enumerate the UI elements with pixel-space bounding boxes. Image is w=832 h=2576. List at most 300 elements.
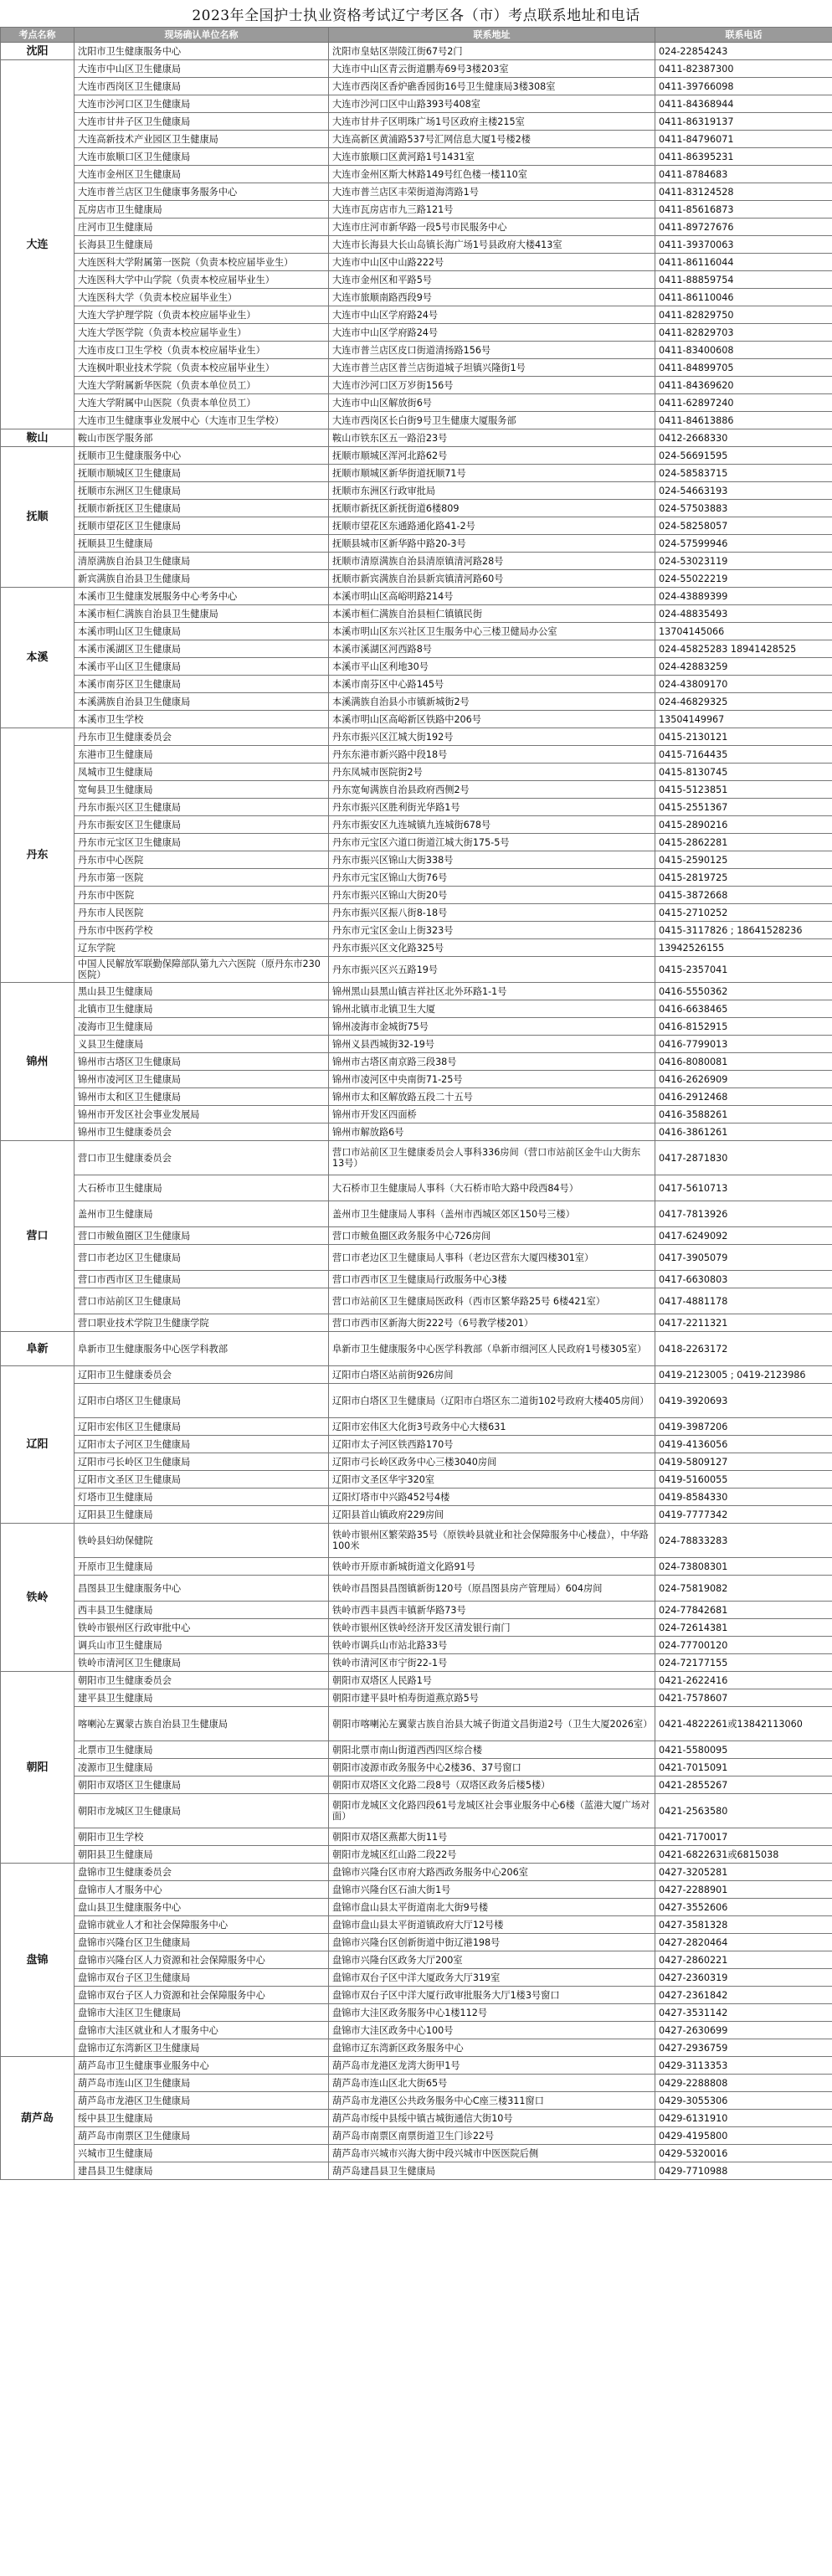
region-cell: 葫芦岛 [1, 2057, 74, 2180]
address-cell: 丹东市振兴区文化路325号 [329, 939, 655, 957]
table-row [1, 834, 832, 851]
address-cell: 辽阳市白塔区卫生健康局（辽阳市白塔区东二道街102号政府大楼405房间） [329, 1384, 655, 1418]
address-cell: 丹东市振安区九连城镇九连城街678号 [329, 816, 655, 834]
table-row [1, 957, 832, 983]
phone-cell: 024-77700120 [655, 1637, 832, 1654]
table-row [1, 728, 832, 746]
unit-cell: 葫芦岛市南票区卫生健康局 [74, 2127, 329, 2145]
phone-cell: 0421-2563580 [655, 1794, 832, 1828]
phone-cell: 0416-8152915 [655, 1018, 832, 1036]
address-cell: 朝阳市建平县叶柏寿街道燕京路5号 [329, 1689, 655, 1707]
phone-cell: 0415-2819725 [655, 869, 832, 887]
address-cell: 大连市长海县大长山岛镇长海广场1号县政府大楼413室 [329, 236, 655, 254]
phone-cell: 024-56691595 [655, 447, 832, 465]
table-row [1, 1201, 832, 1227]
table-row [1, 553, 832, 570]
phone-cell: 0411-89727676 [655, 219, 832, 236]
unit-cell: 辽阳市太子河区卫生健康局 [74, 1436, 329, 1453]
unit-cell: 本溪市南芬区卫生健康局 [74, 676, 329, 693]
table-row [1, 78, 832, 95]
table-row [1, 869, 832, 887]
phone-cell: 0411-83400608 [655, 342, 832, 359]
table-row [1, 1776, 832, 1794]
table-row [1, 746, 832, 764]
phone-cell: 0411-84368944 [655, 95, 832, 113]
table-body [1, 43, 832, 2180]
address-cell: 抚顺市新抚区新抚街道6楼809 [329, 500, 655, 517]
address-cell: 大连市西岗区长白街9号卫生健康大厦服务部 [329, 412, 655, 429]
unit-cell: 调兵山市卫生健康局 [74, 1637, 329, 1654]
table-row [1, 2075, 832, 2092]
unit-cell: 丹东市中心医院 [74, 851, 329, 869]
table-row [1, 236, 832, 254]
table-row [1, 2004, 832, 2022]
unit-cell: 营口市老边区卫生健康局 [74, 1245, 329, 1271]
unit-cell: 铁岭市银州区行政审批中心 [74, 1619, 329, 1637]
unit-cell: 庄河市卫生健康局 [74, 219, 329, 236]
phone-cell: 0411-39370063 [655, 236, 832, 254]
phone-cell: 13704145066 [655, 623, 832, 640]
address-cell: 丹东市元宝区金山上街323号 [329, 922, 655, 939]
table-row [1, 201, 832, 219]
phone-cell: 0429-6131910 [655, 2110, 832, 2127]
unit-cell: 辽阳市卫生健康委员会 [74, 1366, 329, 1384]
phone-cell: 0416-8080081 [655, 1053, 832, 1071]
address-cell: 辽阳市文圣区华宇320室 [329, 1471, 655, 1489]
region-cell: 鞍山 [1, 429, 74, 447]
unit-cell: 葫芦岛市连山区卫生健康局 [74, 2075, 329, 2092]
phone-cell: 0411-62897240 [655, 394, 832, 412]
table-row [1, 922, 832, 939]
address-cell: 葫芦岛市龙港区公共政务服务中心C座三楼311窗口 [329, 2092, 655, 2110]
address-cell: 抚顺市顺城区浑河北路62号 [329, 447, 655, 465]
address-cell: 本溪市溪湖区河西路8号 [329, 640, 655, 658]
address-cell: 大连市西岗区香炉礁香园街16号卫生健康局3楼308室 [329, 78, 655, 95]
address-cell: 大连市甘井子区明珠广场1号区政府主楼215室 [329, 113, 655, 131]
unit-cell: 西丰县卫生健康局 [74, 1602, 329, 1619]
table-row [1, 271, 832, 289]
address-cell: 丹东市振兴区锦山大街20号 [329, 887, 655, 904]
phone-cell: 0411-82829750 [655, 306, 832, 324]
table-row [1, 1489, 832, 1506]
phone-cell: 0411-86110046 [655, 289, 832, 306]
phone-cell: 0411-84369620 [655, 377, 832, 394]
unit-cell: 葫芦岛市龙港区卫生健康局 [74, 2092, 329, 2110]
region-cell: 辽阳 [1, 1366, 74, 1524]
phone-cell: 0415-2357041 [655, 957, 832, 983]
phone-cell: 0421-7578607 [655, 1689, 832, 1707]
address-cell: 抚顺市望花区东通路通化路41-2号 [329, 517, 655, 535]
phone-cell: 0411-85616873 [655, 201, 832, 219]
address-cell: 大连市普兰店区丰荣街道海湾路1号 [329, 183, 655, 201]
unit-cell: 朝阳市双塔区卫生健康局 [74, 1776, 329, 1794]
phone-cell: 0427-3205281 [655, 1864, 832, 1881]
unit-cell: 辽东学院 [74, 939, 329, 957]
phone-cell: 024-57503883 [655, 500, 832, 517]
address-cell: 朝阳北票市南山街道西西四区综合楼 [329, 1741, 655, 1759]
address-cell: 辽阳市太子河区铁西路170号 [329, 1436, 655, 1453]
phone-cell: 13942526155 [655, 939, 832, 957]
address-cell: 锦州黑山县黑山镇吉祥社区北外环路1-1号 [329, 983, 655, 1000]
unit-cell: 辽阳县卫生健康局 [74, 1506, 329, 1524]
address-cell: 锦州市太和区解放路五段二十五号 [329, 1088, 655, 1106]
phone-cell: 0411-84613886 [655, 412, 832, 429]
table-row [1, 289, 832, 306]
unit-cell: 丹东市元宝区卫生健康局 [74, 834, 329, 851]
phone-cell: 0416-6638465 [655, 1000, 832, 1018]
unit-cell: 锦州市凌河区卫生健康局 [74, 1071, 329, 1088]
unit-cell: 丹东市振安区卫生健康局 [74, 816, 329, 834]
address-cell: 辽阳县首山镇政府229房间 [329, 1506, 655, 1524]
table-row [1, 1314, 832, 1332]
phone-cell: 0419-2123005 ; 0419-2123986 [655, 1366, 832, 1384]
address-cell: 丹东市振兴区胜利街光华路1号 [329, 799, 655, 816]
address-cell: 铁岭市开原市新城街道文化路91号 [329, 1558, 655, 1576]
header-unit: 现场确认单位名称 [74, 28, 329, 43]
unit-cell: 营口市站前区卫生健康局 [74, 1288, 329, 1314]
table-row [1, 306, 832, 324]
unit-cell: 盘锦市双台子区人力资源和社会保障服务中心 [74, 1987, 329, 2004]
table-row [1, 377, 832, 394]
table-row [1, 623, 832, 640]
address-cell: 丹东市元宝区六道口街道江城大街175-5号 [329, 834, 655, 851]
unit-cell: 大连市甘井子区卫生健康局 [74, 113, 329, 131]
table-header-row [1, 28, 832, 43]
phone-cell: 0416-3588261 [655, 1106, 832, 1123]
address-cell: 葫芦岛市兴城市兴海大街中段兴城市中医医院后侧 [329, 2145, 655, 2162]
table-row [1, 2145, 832, 2162]
phone-cell: 0427-2820464 [655, 1934, 832, 1951]
unit-cell: 抚顺市望花区卫生健康局 [74, 517, 329, 535]
table-row [1, 429, 832, 447]
table-row [1, 1453, 832, 1471]
phone-cell: 0411-82829703 [655, 324, 832, 342]
phone-cell: 0427-3531142 [655, 2004, 832, 2022]
unit-cell: 本溪市明山区卫生健康局 [74, 623, 329, 640]
phone-cell: 0427-3581328 [655, 1916, 832, 1934]
table-row [1, 1672, 832, 1689]
unit-cell: 沈阳市卫生健康服务中心 [74, 43, 329, 60]
address-cell: 丹东宽甸满族自治县政府西侧2号 [329, 781, 655, 799]
phone-cell: 0429-3113353 [655, 2057, 832, 2075]
unit-cell: 绥中县卫生健康局 [74, 2110, 329, 2127]
table-row [1, 1366, 832, 1384]
phone-cell: 0429-2288808 [655, 2075, 832, 2092]
unit-cell: 丹东市第一医院 [74, 869, 329, 887]
phone-cell: 0429-7710988 [655, 2162, 832, 2180]
phone-cell: 0429-4195800 [655, 2127, 832, 2145]
phone-cell: 0417-4881178 [655, 1288, 832, 1314]
table-row [1, 482, 832, 500]
address-cell: 大连市瓦房店市九三路121号 [329, 201, 655, 219]
address-cell: 丹东市振兴区振八街8-18号 [329, 904, 655, 922]
table-row [1, 799, 832, 816]
address-cell: 大连市普兰店区皮口街道清扬路156号 [329, 342, 655, 359]
unit-cell: 大石桥市卫生健康局 [74, 1175, 329, 1201]
table-row [1, 1175, 832, 1201]
unit-cell: 盘锦市辽东湾新区卫生健康局 [74, 2039, 329, 2057]
phone-cell: 0417-3905079 [655, 1245, 832, 1271]
address-cell: 大连市中山区解放街6号 [329, 394, 655, 412]
table-row [1, 1899, 832, 1916]
phone-cell: 0412-2668330 [655, 429, 832, 447]
phone-cell: 0421-7170017 [655, 1828, 832, 1846]
phone-cell: 0417-2871830 [655, 1141, 832, 1175]
phone-cell: 024-46829325 [655, 693, 832, 711]
address-cell: 抚顺县城市区新华路中路20-3号 [329, 535, 655, 553]
table-row [1, 1558, 832, 1576]
address-cell: 朝阳市双塔区燕都大街11号 [329, 1828, 655, 1846]
table-row [1, 1384, 832, 1418]
unit-cell: 大连医科大学（负责本校应届毕业生） [74, 289, 329, 306]
table-row [1, 1828, 832, 1846]
phone-cell: 0411-83124528 [655, 183, 832, 201]
phone-cell: 0419-7777342 [655, 1506, 832, 1524]
unit-cell: 鞍山市医学服务部 [74, 429, 329, 447]
table-row [1, 1689, 832, 1707]
phone-cell: 0427-2361842 [655, 1987, 832, 2004]
address-cell: 大连市旅顺南路西段9号 [329, 289, 655, 306]
table-row [1, 1227, 832, 1245]
unit-cell: 北镇市卫生健康局 [74, 1000, 329, 1018]
address-cell: 葫芦岛市绥中县绥中镇古城街通信大街10号 [329, 2110, 655, 2127]
unit-cell: 本溪市卫生学校 [74, 711, 329, 728]
unit-cell: 朝阳市龙城区卫生健康局 [74, 1794, 329, 1828]
address-cell: 朝阳市凌源市政务服务中心2楼36、37号窗口 [329, 1759, 655, 1776]
address-cell: 抚顺市顺城区新华街道抚顺71号 [329, 465, 655, 482]
unit-cell: 大连市普兰店区卫生健康事务服务中心 [74, 183, 329, 201]
region-cell: 营口 [1, 1141, 74, 1332]
unit-cell: 辽阳市宏伟区卫生健康局 [74, 1418, 329, 1436]
table-row [1, 764, 832, 781]
table-row [1, 1759, 832, 1776]
address-cell: 大连市庄河市新华路一段5号市民服务中心 [329, 219, 655, 236]
unit-cell: 营口职业技术学院卫生健康学院 [74, 1314, 329, 1332]
table-row [1, 113, 832, 131]
unit-cell: 锦州市开发区社会事业发展局 [74, 1106, 329, 1123]
phone-cell: 0418-2263172 [655, 1332, 832, 1366]
unit-cell: 丹东市中医药学校 [74, 922, 329, 939]
table-row [1, 1707, 832, 1741]
phone-cell: 024-75819082 [655, 1576, 832, 1602]
region-cell: 阜新 [1, 1332, 74, 1366]
table-row [1, 1637, 832, 1654]
table-row [1, 1524, 832, 1558]
address-cell: 营口市站前区卫生健康局医政科（西市区繁华路25号 6楼421室） [329, 1288, 655, 1314]
unit-cell: 丹东市中医院 [74, 887, 329, 904]
table-row [1, 2127, 832, 2145]
address-cell: 朝阳市喀喇沁左翼蒙古族自治县大城子街道文昌街道2号（卫生大厦2026室） [329, 1707, 655, 1741]
address-cell: 本溪市明山区东兴社区卫生服务中心三楼卫健局办公室 [329, 623, 655, 640]
phone-cell: 0411-39766098 [655, 78, 832, 95]
unit-cell: 瓦房店市卫生健康局 [74, 201, 329, 219]
phone-cell: 0421-6822631或6815038 [655, 1846, 832, 1864]
table-row [1, 2039, 832, 2057]
address-cell: 本溪市平山区利地30号 [329, 658, 655, 676]
table-row [1, 254, 832, 271]
phone-cell: 024-58258057 [655, 517, 832, 535]
table-row [1, 939, 832, 957]
table-row [1, 1654, 832, 1672]
unit-cell: 锦州市卫生健康委员会 [74, 1123, 329, 1141]
phone-cell: 0415-3872668 [655, 887, 832, 904]
phone-cell: 0411-86395231 [655, 148, 832, 166]
table-row [1, 131, 832, 148]
region-cell: 盘锦 [1, 1864, 74, 2057]
phone-cell: 0415-2890216 [655, 816, 832, 834]
unit-cell: 盘锦市大洼区卫生健康局 [74, 2004, 329, 2022]
address-cell: 本溪市明山区高峪明路214号 [329, 588, 655, 605]
phone-cell: 0419-3920693 [655, 1384, 832, 1418]
unit-cell: 昌图县卫生健康服务中心 [74, 1576, 329, 1602]
unit-cell: 朝阳县卫生健康局 [74, 1846, 329, 1864]
phone-cell: 0415-5123851 [655, 781, 832, 799]
unit-cell: 大连高新技术产业园区卫生健康局 [74, 131, 329, 148]
unit-cell: 盖州市卫生健康局 [74, 1201, 329, 1227]
unit-cell: 大连市中山区卫生健康局 [74, 60, 329, 78]
unit-cell: 建昌县卫生健康局 [74, 2162, 329, 2180]
unit-cell: 盘锦市兴隆台区卫生健康局 [74, 1934, 329, 1951]
table-row [1, 1471, 832, 1489]
address-cell: 朝阳市双塔区文化路二段8号（双塔区政务后楼5楼） [329, 1776, 655, 1794]
address-cell: 锦州义县西城街32-19号 [329, 1036, 655, 1053]
unit-cell: 丹东市卫生健康委员会 [74, 728, 329, 746]
unit-cell: 凌源市卫生健康局 [74, 1759, 329, 1776]
phone-cell: 0415-7164435 [655, 746, 832, 764]
unit-cell: 大连医科大学中山学院（负责本校应届毕业生） [74, 271, 329, 289]
address-cell: 本溪市南芬区中心路145号 [329, 676, 655, 693]
unit-cell: 大连大学附属中山医院（负责本单位员工） [74, 394, 329, 412]
address-cell: 锦州北镇市北镇卫生大厦 [329, 1000, 655, 1018]
address-cell: 盘锦市兴隆台区创新街道中街辽港198号 [329, 1934, 655, 1951]
address-cell: 铁岭市调兵山市站北路33号 [329, 1637, 655, 1654]
unit-cell: 辽阳市白塔区卫生健康局 [74, 1384, 329, 1418]
phone-cell: 0419-5160055 [655, 1471, 832, 1489]
address-cell: 盘锦市盘山县太平街道镇政府大厅12号楼 [329, 1916, 655, 1934]
table-row [1, 1619, 832, 1637]
unit-cell: 凤城市卫生健康局 [74, 764, 329, 781]
unit-cell: 营口市鲅鱼圈区卫生健康局 [74, 1227, 329, 1245]
unit-cell: 本溪市卫生健康发展服务中心考务中心 [74, 588, 329, 605]
address-cell: 盘锦市兴隆台区石油大街1号 [329, 1881, 655, 1899]
table-row [1, 1141, 832, 1175]
table-row [1, 1436, 832, 1453]
address-cell: 大连市中山区中山路222号 [329, 254, 655, 271]
table-row [1, 2162, 832, 2180]
address-cell: 沈阳市皇姑区崇陵江街67号2门 [329, 43, 655, 60]
phone-cell: 0427-2360319 [655, 1969, 832, 1987]
table-row [1, 588, 832, 605]
phone-cell: 0415-2590125 [655, 851, 832, 869]
table-row [1, 1969, 832, 1987]
table-row [1, 1088, 832, 1106]
unit-cell: 大连大学医学院（负责本校应届毕业生） [74, 324, 329, 342]
address-cell: 大连市中山区学府路24号 [329, 306, 655, 324]
address-cell: 鞍山市铁东区五一路沿23号 [329, 429, 655, 447]
table-row [1, 43, 832, 60]
phone-cell: 0417-5610713 [655, 1175, 832, 1201]
address-cell: 铁岭市昌图县昌图镇新街120号（原昌图县房产管理局）604房间 [329, 1576, 655, 1602]
unit-cell: 大连市西岗区卫生健康局 [74, 78, 329, 95]
address-cell: 大连高新区黄浦路537号汇网信息大厦1号楼2楼 [329, 131, 655, 148]
address-cell: 葫芦岛市龙港区龙湾大街甲1号 [329, 2057, 655, 2075]
unit-cell: 建平县卫生健康局 [74, 1689, 329, 1707]
unit-cell: 辽阳市文圣区卫生健康局 [74, 1471, 329, 1489]
phone-cell: 0415-2551367 [655, 799, 832, 816]
table-row [1, 1123, 832, 1141]
unit-cell: 大连市金州区卫生健康局 [74, 166, 329, 183]
address-cell: 大连市金州区和平路5号 [329, 271, 655, 289]
table-row [1, 887, 832, 904]
address-cell: 丹东市元宝区锦山大街76号 [329, 869, 655, 887]
address-cell: 朝阳市双塔区人民路1号 [329, 1672, 655, 1689]
table-row [1, 1018, 832, 1036]
table-row [1, 1951, 832, 1969]
unit-cell: 葫芦岛市卫生健康事业服务中心 [74, 2057, 329, 2075]
unit-cell: 抚顺市卫生健康服务中心 [74, 447, 329, 465]
address-cell: 葫芦岛市南票区南票街道卫生门诊22号 [329, 2127, 655, 2145]
table-row [1, 517, 832, 535]
region-cell: 抚顺 [1, 447, 74, 588]
address-cell: 丹东东港市新兴路中段18号 [329, 746, 655, 764]
phone-cell: 0427-2860221 [655, 1951, 832, 1969]
phone-cell: 0411-88859754 [655, 271, 832, 289]
address-cell: 营口市西市区新海大街222号（6号教学楼201） [329, 1314, 655, 1332]
phone-cell: 0415-2130121 [655, 728, 832, 746]
table-row [1, 1576, 832, 1602]
table-row [1, 342, 832, 359]
table-row [1, 904, 832, 922]
unit-cell: 义县卫生健康局 [74, 1036, 329, 1053]
address-cell: 盖州市卫生健康局人事科（盖州市西城区郊区150号三楼） [329, 1201, 655, 1227]
phone-cell: 0411-84796071 [655, 131, 832, 148]
unit-cell: 兴城市卫生健康局 [74, 2145, 329, 2162]
table-row [1, 781, 832, 799]
unit-cell: 锦州市古塔区卫生健康局 [74, 1053, 329, 1071]
address-cell: 营口市鲅鱼圈区政务服务中心726房间 [329, 1227, 655, 1245]
address-cell: 抚顺市清原满族自治县清原镇清河路28号 [329, 553, 655, 570]
unit-cell: 盘锦市卫生健康委员会 [74, 1864, 329, 1881]
unit-cell: 丹东市振兴区卫生健康局 [74, 799, 329, 816]
table-row [1, 1987, 832, 2004]
table-row [1, 1245, 832, 1271]
table-row [1, 1864, 832, 1881]
unit-cell: 铁岭县妇幼保健院 [74, 1524, 329, 1558]
table-row [1, 1934, 832, 1951]
unit-cell: 盘山县卫生健康服务中心 [74, 1899, 329, 1916]
address-cell: 盘锦市辽东湾新区政务服务中心 [329, 2039, 655, 2057]
unit-cell: 营口市西市区卫生健康局 [74, 1271, 329, 1288]
unit-cell: 营口市卫生健康委员会 [74, 1141, 329, 1175]
header-address: 联系地址 [329, 28, 655, 43]
phone-cell: 0417-6630803 [655, 1271, 832, 1288]
phone-cell: 024-57599946 [655, 535, 832, 553]
phone-cell: 0421-2622416 [655, 1672, 832, 1689]
table-row [1, 465, 832, 482]
unit-cell: 盘锦市大洼区就业和人才服务中心 [74, 2022, 329, 2039]
phone-cell: 0421-7015091 [655, 1759, 832, 1776]
unit-cell: 北票市卫生健康局 [74, 1741, 329, 1759]
phone-cell: 0411-82387300 [655, 60, 832, 78]
address-cell: 盘锦市双台子区中洋大厦行政审批服务大厅1楼3号窗口 [329, 1987, 655, 2004]
table-row [1, 1288, 832, 1314]
address-cell: 锦州市凌河区中央南街71-25号 [329, 1071, 655, 1088]
table-row [1, 324, 832, 342]
table-row [1, 535, 832, 553]
address-cell: 锦州市开发区四面桥 [329, 1106, 655, 1123]
address-cell: 抚顺市东洲区行政审批局 [329, 482, 655, 500]
unit-cell: 长海县卫生健康局 [74, 236, 329, 254]
